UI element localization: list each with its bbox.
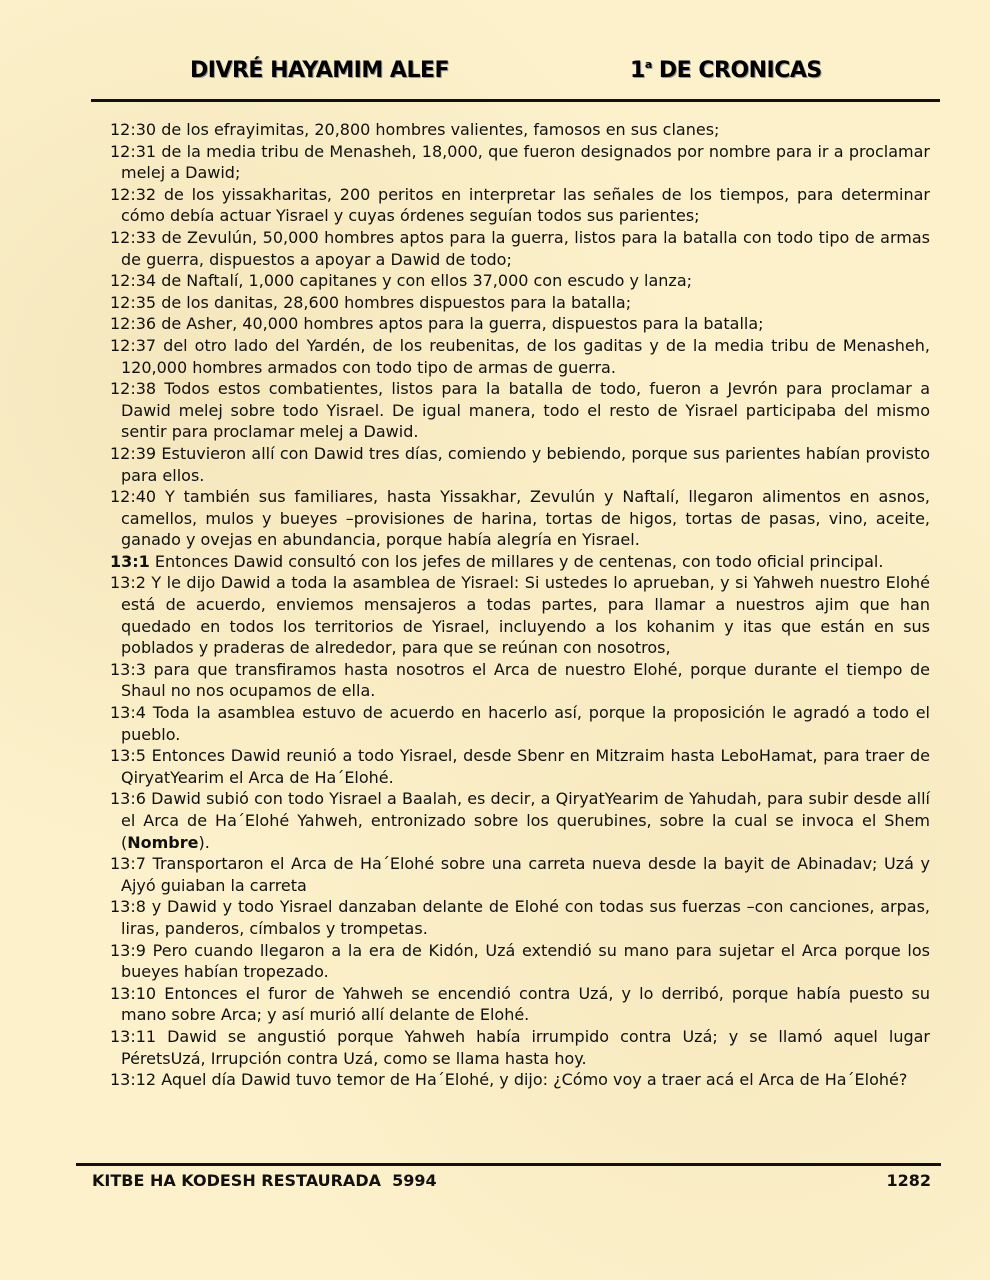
verse-text: de los yissakharitas, 200 peritos en interpretar las señales de los tiempos, para determinar cómo debía actuar Yisrael y cuyas órdenes seguían todos sus parientes; <box>121 184 930 226</box>
verse <box>110 1026 930 1069</box>
verse-text: de los danitas, 28,600 hombres dispuestos para la batalla; <box>156 292 632 312</box>
verse-text: Entonces Dawid reunió a todo Yisrael, desde Sbenr en Mitzraim hasta LeboHamat, para traer de QiryatYearim el Arca de Ha´Elohé. <box>121 746 930 787</box>
verse <box>110 443 930 486</box>
verse-number: 12:40 <box>110 487 157 507</box>
verse <box>110 227 930 270</box>
verse-text: del otro lado del Yardén, de los reubenitas, de los gaditas y de la media tribu de Menasheh, 120,000 hombres armados con todo tipo de armas de guerra. <box>121 335 930 377</box>
verse <box>110 853 930 896</box>
verse <box>110 486 930 551</box>
verse-text: Dawid subió con todo Yisrael a Baalah, es decir, a QiryatYearim de Yahudah, para subir desde allí el Arca de Ha´Elohé Yahweh, entronizado sobre los querubines, sobre la cual se invoca el Shem ( <box>121 789 930 852</box>
verse-number: 13:1 <box>110 551 150 571</box>
verse-text: Y le dijo Dawid a toda la asamblea de Yisrael: Si ustedes lo aprueban, y si Yahweh nuestro Elohé está de acuerdo, enviemos mensajeros a todas partes, para llamar a nuestros ajim que han quedado en todos los territorios de Yisrael, incluyendo a los kohanim y itas que están en sus poblados y praderas de alrededor, para que se reúnan con nosotros, <box>121 573 930 658</box>
verse-number: 13:5 <box>110 746 146 766</box>
verse-text: y Dawid y todo Yisrael danzaban delante de Elohé con todas sus fuerzas –con canciones, arpas, liras, panderos, címbalos y trompetas. <box>121 897 930 938</box>
verse-text: de los efrayimitas, 20,800 hombres valientes, famosos en sus clanes; <box>156 120 720 139</box>
footer-edition: KITBE HA KODESH RESTAURADA 5994 <box>92 1171 437 1190</box>
header-rule <box>91 99 940 102</box>
verse <box>110 292 930 314</box>
book-title-spanish <box>630 58 822 83</box>
verse-number: 12:36 <box>110 314 157 334</box>
verse-number: 12:33 <box>110 227 157 247</box>
verse-number: 12:31 <box>110 141 157 161</box>
verse-number: 13:12 <box>110 1070 157 1090</box>
verse-text: Toda la asamblea estuvo de acuerdo en hacerlo así, porque la proposición le agradó a todo el pueblo. <box>121 703 930 744</box>
verse-number: 12:37 <box>110 335 157 355</box>
title-text: DE CRONICAS <box>651 58 822 83</box>
verse-number: 12:32 <box>110 184 157 204</box>
running-header <box>0 58 990 90</box>
verse-number: 12:34 <box>110 271 157 291</box>
verse-number: 12:39 <box>110 443 157 463</box>
verse-number: 13:9 <box>110 940 146 960</box>
verse <box>110 983 930 1026</box>
verse-text: Estuvieron allí con Dawid tres días, comiendo y bebiendo, porque sus parientes habían provisto para ellos. <box>121 443 930 485</box>
verse-number: 12:35 <box>110 292 157 312</box>
verse-number: 13:2 <box>110 573 146 593</box>
verse-bold-word: Nombre <box>127 832 199 852</box>
verse-number: 12:30 <box>110 120 157 139</box>
verse-text: Pero cuando llegaron a la era de Kidón, Uzá extendió su mano para sujetar el Arca porque los bueyes habían tropezado. <box>121 940 930 982</box>
verse-text: Entonces el furor de Yahweh se encendió contra Uzá, y lo derribó, porque había puesto su mano sobre Arca; y así murió allí delante de Elohé. <box>121 983 930 1025</box>
verse <box>110 745 930 788</box>
verse <box>110 270 930 292</box>
verse-text: Aquel día Dawid tuvo temor de Ha´Elohé, y dijo: ¿Cómo voy a traer acá el Arca de Ha´Elohé? <box>156 1070 908 1090</box>
title-number: 1 <box>630 58 645 83</box>
verse <box>110 119 930 141</box>
verse-number: 13:7 <box>110 854 146 874</box>
verse <box>110 551 930 573</box>
verse-text: de Asher, 40,000 hombres aptos para la guerra, dispuestos para la batalla; <box>156 314 764 334</box>
verse <box>110 141 930 184</box>
verse <box>110 659 930 702</box>
verse <box>110 184 930 227</box>
verse-text: Todos estos combatientes, listos para la batalla de todo, fueron a Jevrón para proclamar a Dawid melej sobre todo Yisrael. De igual manera, todo el resto de Yisrael participaba del mismo sentir para proclamar melej a Dawid. <box>121 379 930 442</box>
verse-text-after: ). <box>198 832 210 852</box>
verse-number: 12:38 <box>110 379 157 399</box>
verse-number: 13:3 <box>110 659 146 679</box>
verse <box>110 788 930 853</box>
page-number: 1282 <box>886 1171 931 1190</box>
verse <box>110 896 930 939</box>
verse-text: Dawid se angustió porque Yahweh había irrumpido contra Uzá; y se llamó aquel lugar PéretsUzá, Irrupción contra Uzá, como se llama hasta hoy. <box>121 1026 930 1068</box>
verse <box>110 313 930 335</box>
title-superscript: a <box>644 58 652 71</box>
verse-text: Transportaron el Arca de Ha´Elohé sobre una carreta nueva desde la bayit de Abinadav; Uzá y Ajyó guiaban la carreta <box>121 854 930 895</box>
verse <box>110 940 930 983</box>
verse-text: de Zevulún, 50,000 hombres aptos para la guerra, listos para la batalla con todo tipo de armas de guerra, dispuestos a apoyar a Dawid de todo; <box>121 227 930 269</box>
verse-number: 13:11 <box>110 1026 157 1046</box>
verse-number: 13:8 <box>110 897 146 917</box>
verse-number: 13:10 <box>110 983 157 1003</box>
verse-text: de Naftalí, 1,000 capitanes y con ellos 37,000 con escudo y lanza; <box>156 271 693 291</box>
verse-text: Y también sus familiares, hasta Yissakhar, Zevulún y Naftalí, llegaron alimentos en asnos, camellos, mulos y bueyes –provisiones de harina, tortas de higos, tortas de pasas, vino, aceite, ganado y ovejas en abundancia, porque había alegría en Yisrael. <box>121 487 930 550</box>
verse-text: de la media tribu de Menasheh, 18,000, que fueron designados por nombre para ir a proclamar melej a Dawid; <box>121 141 930 183</box>
book-title: DIVRÉ HAYAMIM ALEF <box>190 58 450 83</box>
verse <box>110 572 930 658</box>
verse <box>110 1069 930 1091</box>
verse-list <box>110 119 930 1091</box>
verse <box>110 335 930 378</box>
verse <box>110 702 930 745</box>
verse-number: 13:4 <box>110 703 146 723</box>
verse-text: para que transfiramos hasta nosotros el Arca de nuestro Elohé, porque durante el tiempo de Shaul no nos ocupamos de ella. <box>121 659 930 701</box>
verse-text: Entonces Dawid consultó con los jefes de millares y de centenas, con todo oficial principal. <box>149 551 884 571</box>
footer-rule <box>76 1163 941 1166</box>
verse-number: 13:6 <box>110 789 146 809</box>
verse <box>110 378 930 443</box>
